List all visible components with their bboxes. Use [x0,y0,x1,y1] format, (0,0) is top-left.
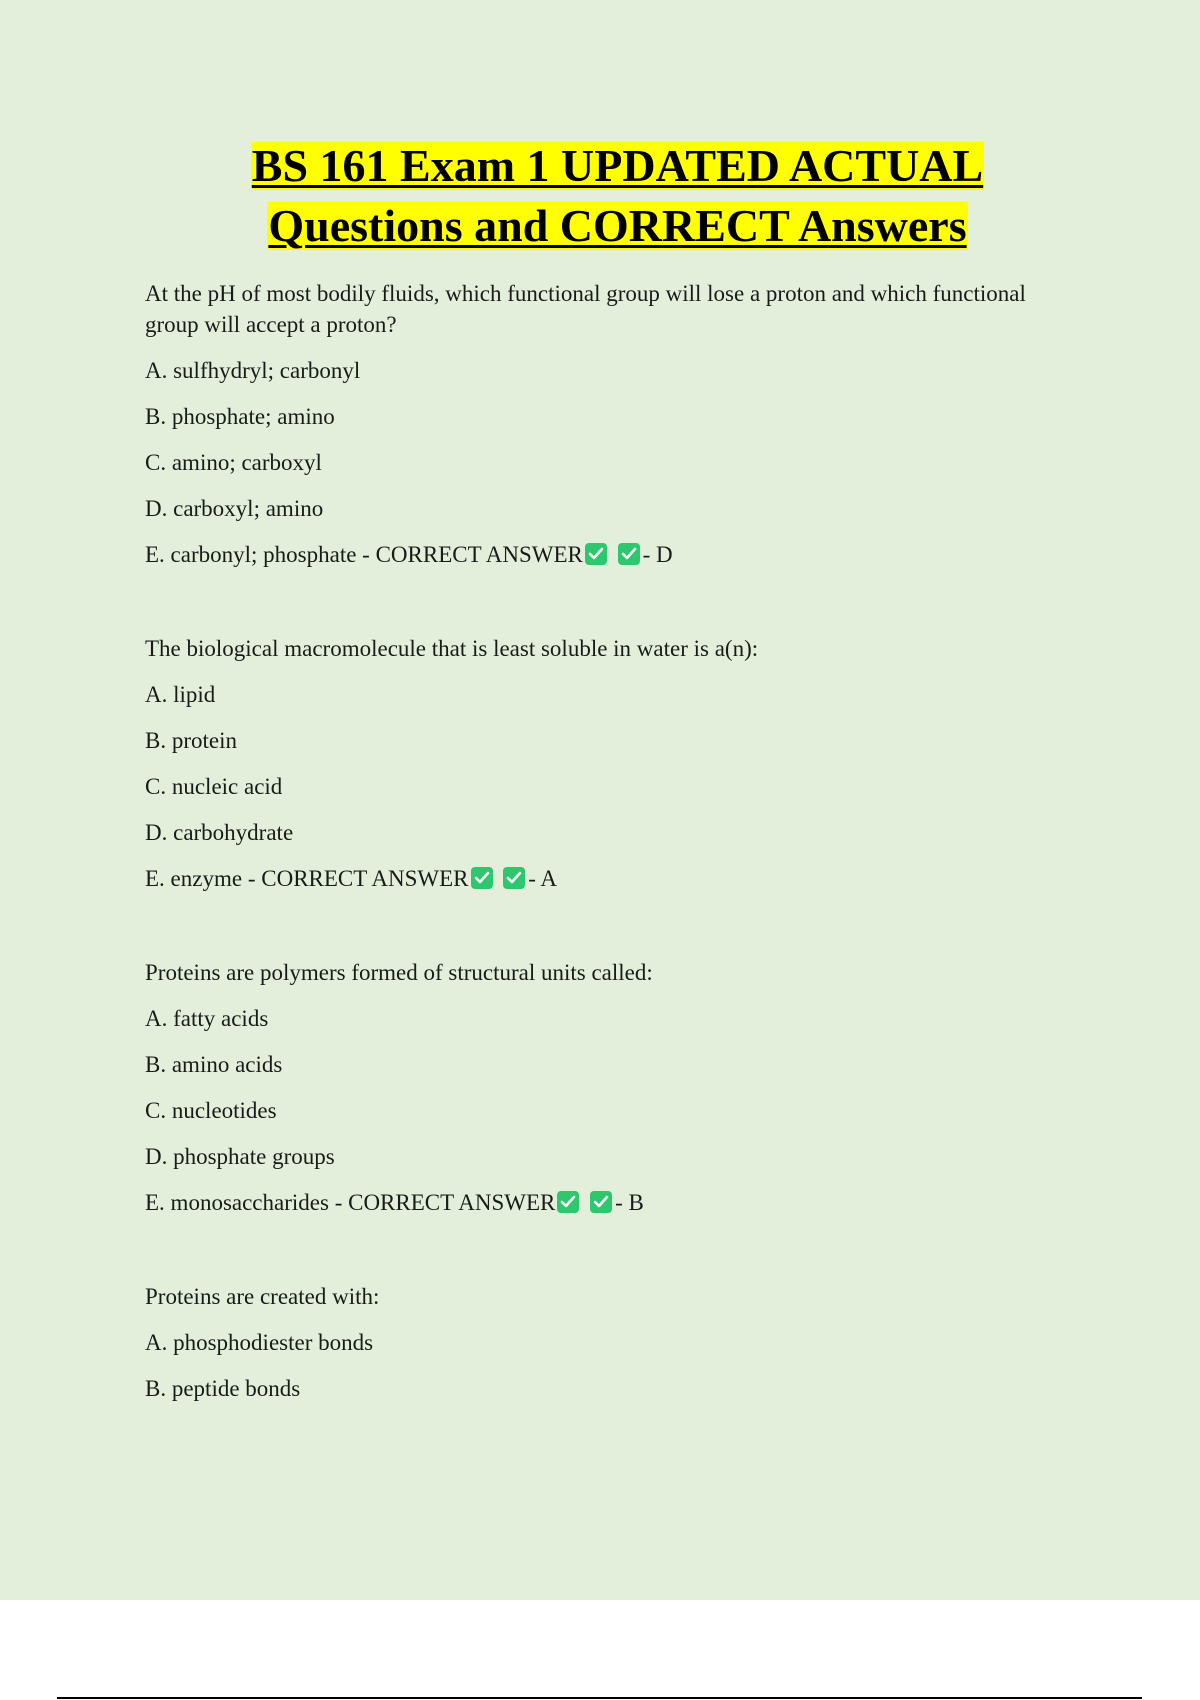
correct-answer-value: A [540,866,558,891]
check-mark-icon [618,543,640,565]
document-title [0,142,1200,262]
correct-answer-value: D [656,542,673,567]
question-block [145,957,1075,1218]
answer-option: C. amino; carboxyl [145,450,322,475]
answer-option: C. nucleotides [145,1098,277,1123]
question-text: The biological macromolecule that is least soluble in water is a(n): [145,636,759,661]
question-text: At the pH of most bodily fluids, which functional group will lose a proton and which functional group will accept a proton? [145,281,1026,337]
title-line-2: Questions and CORRECT Answers [268,200,967,251]
check-mark-icon [503,867,525,889]
question-block [145,278,1075,570]
answer-option: A. lipid [145,682,216,707]
answer-option: A. phosphodiester bonds [145,1330,374,1355]
answer-option: B. peptide bonds [145,1376,301,1401]
correct-answer-label: CORRECT ANSWER [375,542,583,567]
answer-option: D. phosphate groups [145,1144,335,1169]
correct-answer-line: E. enzyme - CORRECT ANSWER - A [145,866,558,891]
answer-option: E. enzyme [145,866,243,891]
correct-answer-value: B [628,1190,644,1215]
answer-option: A. sulfhydryl; carbonyl [145,358,361,383]
title-line-1: BS 161 Exam 1 UPDATED ACTUAL [251,140,984,191]
question-text: Proteins are created with: [145,1284,380,1309]
correct-answer-label: CORRECT ANSWER [261,866,469,891]
check-mark-icon [585,543,607,565]
answer-option: B. protein [145,728,237,753]
question-text: Proteins are polymers formed of structural units called: [145,960,653,985]
correct-answer-label: CORRECT ANSWER [348,1190,556,1215]
question-block [145,1281,1075,1404]
correct-answer-line: E. monosaccharides - CORRECT ANSWER - B [145,1190,644,1215]
footer-divider [57,1697,1142,1699]
answer-option: B. amino acids [145,1052,283,1077]
answer-option: E. monosaccharides [145,1190,329,1215]
check-mark-icon [557,1191,579,1213]
answer-option: D. carbohydrate [145,820,294,845]
answer-option: B. phosphate; amino [145,404,335,429]
answer-option: A. fatty acids [145,1006,269,1031]
question-block [145,633,1075,894]
questions-list [145,278,1075,1419]
answer-option: E. carbonyl; phosphate [145,542,357,567]
correct-answer-line: E. carbonyl; phosphate - CORRECT ANSWER - D [145,542,673,567]
check-mark-icon [590,1191,612,1213]
check-mark-icon [471,867,493,889]
answer-option: D. carboxyl; amino [145,496,324,521]
answer-option: C. nucleic acid [145,774,283,799]
